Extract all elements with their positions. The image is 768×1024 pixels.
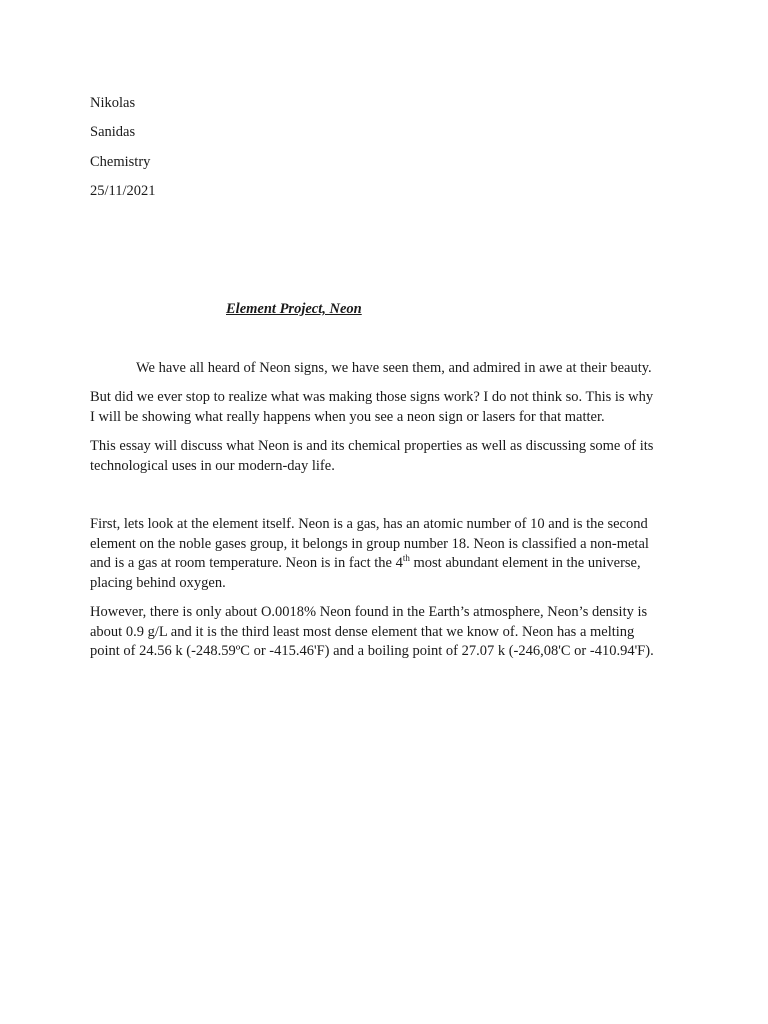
subject-line: Chemistry — [90, 154, 151, 170]
paragraph-line: However, there is only about O.0018% Neon found in the Earth’s atmosphere, Neon’s density is — [90, 604, 648, 620]
date-line: 25/11/2021 — [90, 183, 156, 199]
paragraph-line-with-superscript — [90, 554, 690, 574]
paragraph-line-segment: and is a gas at room temperature. Neon is in fact the 4 — [90, 555, 403, 571]
paragraph-line-segment: most abundant element in the universe, — [409, 555, 641, 571]
paragraph-line: element on the noble gases group, it belongs in group number 18. Neon is classified a non-metal — [90, 535, 649, 552]
paragraph-intro — [90, 359, 690, 379]
paragraph-question — [90, 388, 690, 427]
ordinal-superscript: th — [402, 553, 410, 563]
author-last-name: Sanidas — [90, 124, 136, 140]
paragraph-line: This essay will discuss what Neon is and its chemical properties as well as discussing some of its — [90, 438, 654, 454]
paragraph-line: But did we ever stop to realize what was making those signs work? I do not think so. This is why — [90, 389, 654, 405]
paragraph-line: point of 24.56 k (-248.59ºC or -415.46'F) and a boiling point of 27.07 k (-246,08'C or -410.94'F). — [90, 643, 654, 659]
paragraph-element-overview — [90, 515, 690, 593]
paragraph-line: First, lets look at the element itself. Neon is a gas, has an atomic number of 10 and is the second — [90, 516, 648, 532]
paragraph-line: I will be showing what really happens when you see a neon sign or lasers for that matter. — [90, 408, 605, 425]
document-title: Element Project, Neon — [226, 301, 362, 317]
paragraph-line: We have all heard of Neon signs, we have seen them, and admired in awe at their beauty. — [136, 360, 652, 376]
author-first-name: Nikolas — [90, 95, 136, 111]
paragraph-line: placing behind oxygen. — [90, 574, 226, 591]
paragraph-line: technological uses in our modern-day life. — [90, 457, 335, 474]
paragraph-essay-scope — [90, 437, 690, 476]
paragraph-line: about 0.9 g/L and it is the third least most dense element that we know of. Neon has a melting — [90, 623, 635, 640]
paragraph-properties — [90, 603, 690, 662]
